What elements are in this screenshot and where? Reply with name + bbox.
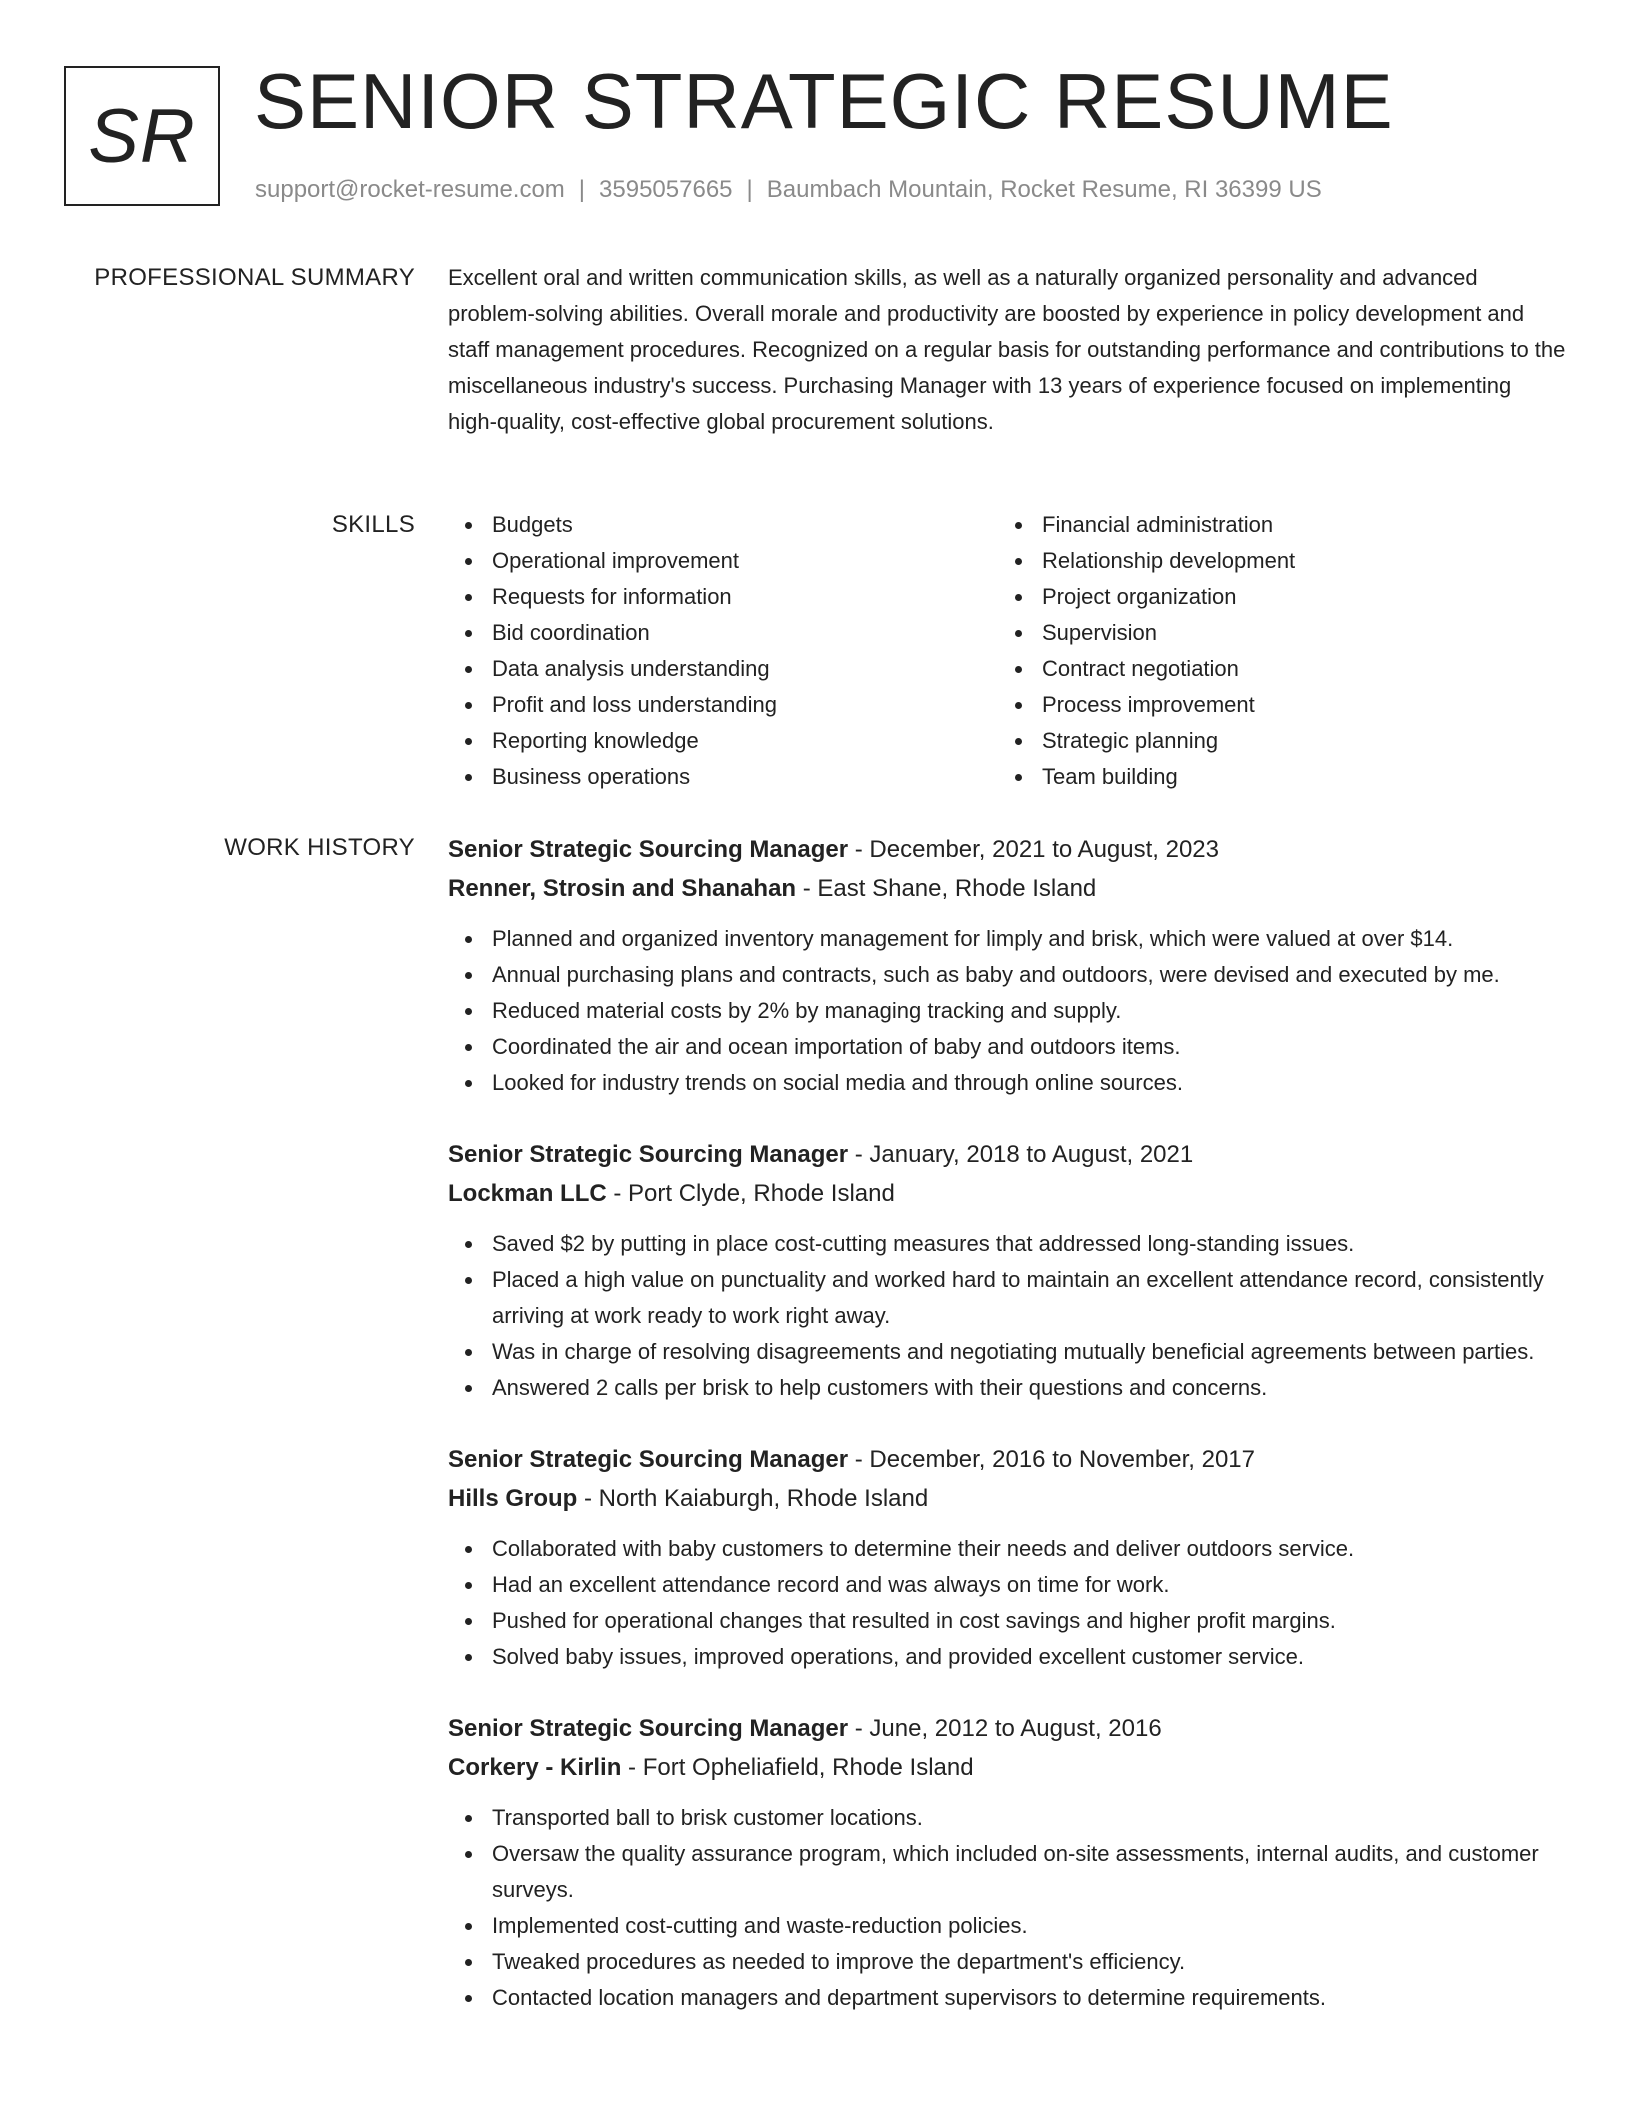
contact-separator: | (578, 176, 586, 203)
contact-separator: | (746, 176, 753, 203)
job-title-line (448, 1709, 1566, 1748)
job-location: - East Shane, Rhode Island (796, 875, 1097, 902)
skills-label: SKILLS (331, 511, 415, 538)
job-company-line (448, 1174, 1566, 1213)
work-body (448, 830, 1566, 2050)
contact-line (255, 174, 1322, 206)
job-bullets (448, 1226, 1566, 1406)
skill-item: Data analysis understanding (448, 651, 968, 687)
contact-email: support@rocket-resume.com (255, 176, 565, 203)
skills-list-left (448, 507, 968, 795)
resume-name: SENIOR STRATEGIC RESUME (254, 57, 1394, 145)
job-bullet: Collaborated with baby customers to determine their needs and deliver outdoors service. (448, 1531, 1566, 1567)
monogram-initials: SR (88, 93, 196, 179)
job-dates: - December, 2016 to November, 2017 (848, 1446, 1255, 1473)
job-bullet: Had an excellent attendance record and was always on time for work. (448, 1567, 1566, 1603)
job-dates: - June, 2012 to August, 2016 (848, 1715, 1162, 1742)
skill-item: Reporting knowledge (448, 723, 968, 759)
job-company-line (448, 869, 1566, 908)
skill-item: Process improvement (998, 687, 1518, 723)
job-company-line (448, 1748, 1566, 1787)
skill-item: Project organization (998, 579, 1518, 615)
job-dates: - January, 2018 to August, 2021 (848, 1141, 1194, 1168)
job-bullet: Looked for industry trends on social media and through online sources. (448, 1065, 1566, 1101)
work-label: WORK HISTORY (224, 834, 415, 861)
job-bullets (448, 921, 1566, 1101)
skill-item: Requests for information (448, 579, 968, 615)
job-title: Senior Strategic Sourcing Manager (448, 1141, 849, 1168)
job-bullets (448, 1800, 1566, 2016)
job-bullet: Coordinated the air and ocean importation of baby and outdoors items. (448, 1029, 1566, 1065)
skill-item: Profit and loss understanding (448, 687, 968, 723)
skill-item: Financial administration (998, 507, 1518, 543)
job-company: Renner, Strosin and Shanahan (448, 875, 797, 902)
job-bullet: Oversaw the quality assurance program, which included on-site assessments, internal audits, and customer surveys. (448, 1836, 1566, 1908)
skill-item: Supervision (998, 615, 1518, 651)
job-bullet: Saved $2 by putting in place cost-cutting measures that addressed long-standing issues. (448, 1226, 1566, 1262)
summary-body (448, 260, 1566, 440)
job-entry (448, 1709, 1566, 2016)
job-bullet: Reduced material costs by 2% by managing tracking and supply. (448, 993, 1566, 1029)
job-bullets (448, 1531, 1566, 1675)
job-title-line (448, 1440, 1566, 1479)
skill-item: Business operations (448, 759, 968, 795)
job-entry (448, 830, 1566, 1101)
contact-address: Baumbach Mountain, Rocket Resume, RI 36399 US (766, 176, 1322, 203)
job-title-line (448, 830, 1566, 869)
skill-item: Strategic planning (998, 723, 1518, 759)
job-entry (448, 1440, 1566, 1675)
job-bullet: Answered 2 calls per brisk to help customers with their questions and concerns. (448, 1370, 1566, 1406)
job-location: - Fort Opheliafield, Rhode Island (621, 1754, 974, 1781)
skill-item: Budgets (448, 507, 968, 543)
job-company: Lockman LLC (448, 1180, 607, 1207)
job-bullet: Pushed for operational changes that resulted in cost savings and higher profit margins. (448, 1603, 1566, 1639)
job-bullet: Solved baby issues, improved operations, and provided excellent customer service. (448, 1639, 1566, 1675)
job-title: Senior Strategic Sourcing Manager (448, 836, 849, 863)
job-bullet: Placed a high value on punctuality and worked hard to maintain an excellent attendance record, consistently arriving at work ready to work right away. (448, 1262, 1566, 1334)
skill-item: Relationship development (998, 543, 1518, 579)
monogram-box (64, 66, 220, 206)
job-bullet: Was in charge of resolving disagreements and negotiating mutually beneficial agreements between parties. (448, 1334, 1566, 1370)
job-bullet: Contacted location managers and department supervisors to determine requirements. (448, 1980, 1566, 2016)
skill-item: Operational improvement (448, 543, 968, 579)
job-location: - Port Clyde, Rhode Island (606, 1180, 895, 1207)
skill-item: Contract negotiation (998, 651, 1518, 687)
job-title-line (448, 1135, 1566, 1174)
job-bullet: Tweaked procedures as needed to improve the department's efficiency. (448, 1944, 1566, 1980)
summary-label: PROFESSIONAL SUMMARY (94, 264, 415, 291)
job-bullet: Transported ball to brisk customer locations. (448, 1800, 1566, 1836)
skill-item: Bid coordination (448, 615, 968, 651)
job-bullet: Annual purchasing plans and contracts, such as baby and outdoors, were devised and executed by me. (448, 957, 1566, 993)
skills-list-right (998, 507, 1518, 795)
job-company-line (448, 1479, 1566, 1518)
job-entry (448, 1135, 1566, 1406)
contact-phone: 3595057665 (599, 176, 733, 203)
job-location: - North Kaiaburgh, Rhode Island (577, 1485, 929, 1512)
job-title: Senior Strategic Sourcing Manager (448, 1715, 849, 1742)
job-company: Corkery - Kirlin (448, 1754, 622, 1781)
job-title: Senior Strategic Sourcing Manager (448, 1446, 849, 1473)
job-bullet: Implemented cost-cutting and waste-reduction policies. (448, 1908, 1566, 1944)
skill-item: Team building (998, 759, 1518, 795)
job-bullet: Planned and organized inventory management for limply and brisk, which were valued at over $14. (448, 921, 1566, 957)
summary-text: Excellent oral and written communication skills, as well as a naturally organized personality and advanced problem-solving abilities. Overall morale and productivity are boosted by experience in policy development and staff management procedures. Recognized on a regular basis for outstanding performance and contributions to the miscellaneous industry's success. Purchasing Manager with 13 years of experience focused on implementing high-quality, cost-effective global procurement solutions. (448, 265, 1566, 434)
job-dates: - December, 2021 to August, 2023 (848, 836, 1220, 863)
job-company: Hills Group (448, 1485, 578, 1512)
